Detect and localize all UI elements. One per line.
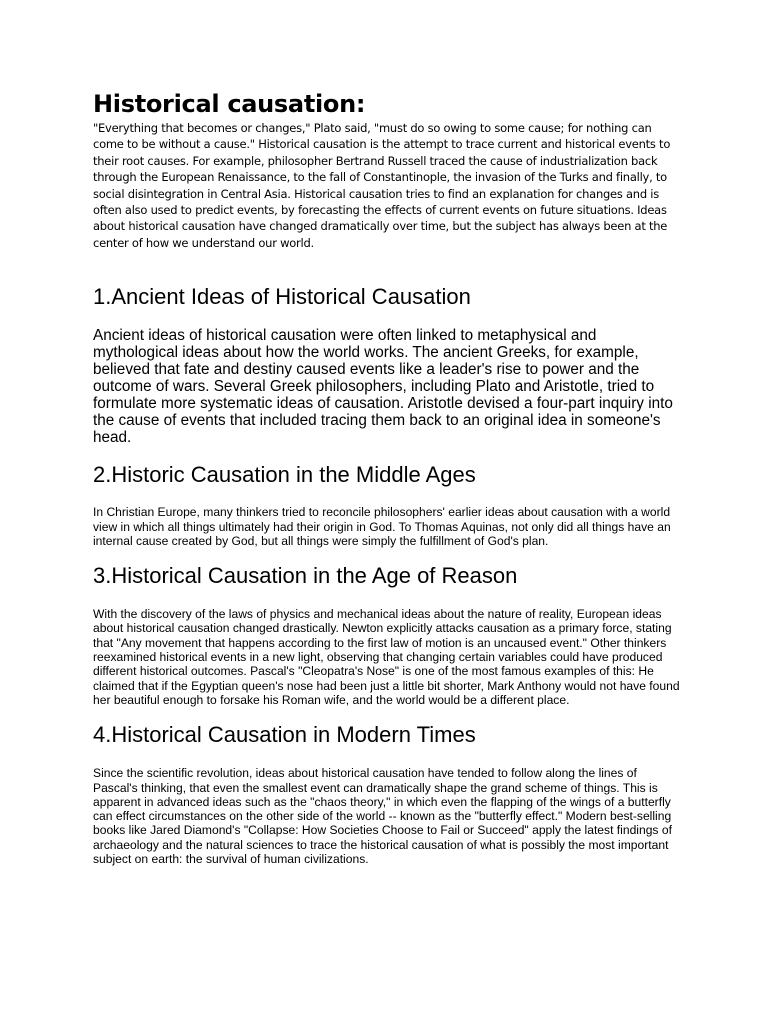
- document-title: Historical causation:: [93, 90, 366, 118]
- intro-paragraph: "Everything that becomes or changes," Plato said, "must do so owing to some cause; for nothing can come to be without a cause." Historical causation is the attempt to trace current and historical events to their root causes. For example, philosopher Bertrand Russell traced the cause of industrialization back through the European Renaissance, to the fall of Constantinople, the invasion of the Turks and finally, to social disintegration in Central Asia. Historical causation tries to find an explanation for changes and is often also used to predict events, by forecasting the effects of current events on future situations. Ideas about historical causation have changed dramatically over time, but the subject has always been at the center of how we understand our world.: [93, 121, 671, 250]
- section-body-ancient: Ancient ideas of historical causation were often linked to metaphysical and mythological ideas about how the world works. The ancient Greeks, for example, believed that fate and destiny caused events like a leader's rise to power and the outcome of wars. Several Greek philosophers, including Plato and Aristotle, tried to formulate more systematic ideas of causation. Aristotle devised a four-part inquiry into the cause of events that included tracing them back to an original idea in someone's head.: [93, 327, 673, 447]
- section-heading-age-of-reason: 3.Historical Causation in the Age of Reason: [93, 563, 518, 589]
- section-heading-ancient: 1.Ancient Ideas of Historical Causation: [93, 284, 471, 310]
- document-page: [93, 88, 683, 866]
- section-body-middle-ages: In Christian Europe, many thinkers tried to reconcile philosophers' earlier ideas about causation with a world view in which all things ultimately had their origin in God. To Thomas Aquinas, not only did all things have an internal cause created by God, but all things were simply the fulfillment of God's plan.: [93, 505, 671, 548]
- section-heading-modern-times: 4.Historical Causation in Modern Times: [93, 722, 476, 748]
- section-body-modern-times: Since the scientific revolution, ideas about historical causation have tended to follow along the lines of Pascal's thinking, that even the smallest event can dramatically shape the grand scheme of things. This is apparent in advanced ideas such as the "chaos theory," in which even the flapping of the wings of a butterfly can effect circumstances on the other side of the world -- known as the "butterfly effect." Modern best-selling books like Jared Diamond's "Collapse: How Societies Choose to Fail or Succeed" apply the latest findings of archaeology and the natural sciences to trace the historical causation of what is possibly the most important subject on earth: the survival of human civilizations.: [93, 766, 672, 866]
- section-body-age-of-reason: With the discovery of the laws of physics and mechanical ideas about the nature of reality, European ideas about historical causation changed drastically. Newton explicitly attacks causation as a primary force, stating that "Any movement that happens according to the first law of motion is an uncaused event." Other thinkers reexamined historical events in a new light, observing that changing certain variables could have produced different historical outcomes. Pascal's "Cleopatra's Nose" is one of the most famous examples of this: He claimed that if the Egyptian queen's nose had been just a little bit shorter, Mark Anthony would not have found her beautiful enough to forsake his Roman wife, and the world would be a different place.: [93, 607, 680, 707]
- section-heading-middle-ages: 2.Historic Causation in the Middle Ages: [93, 462, 476, 488]
